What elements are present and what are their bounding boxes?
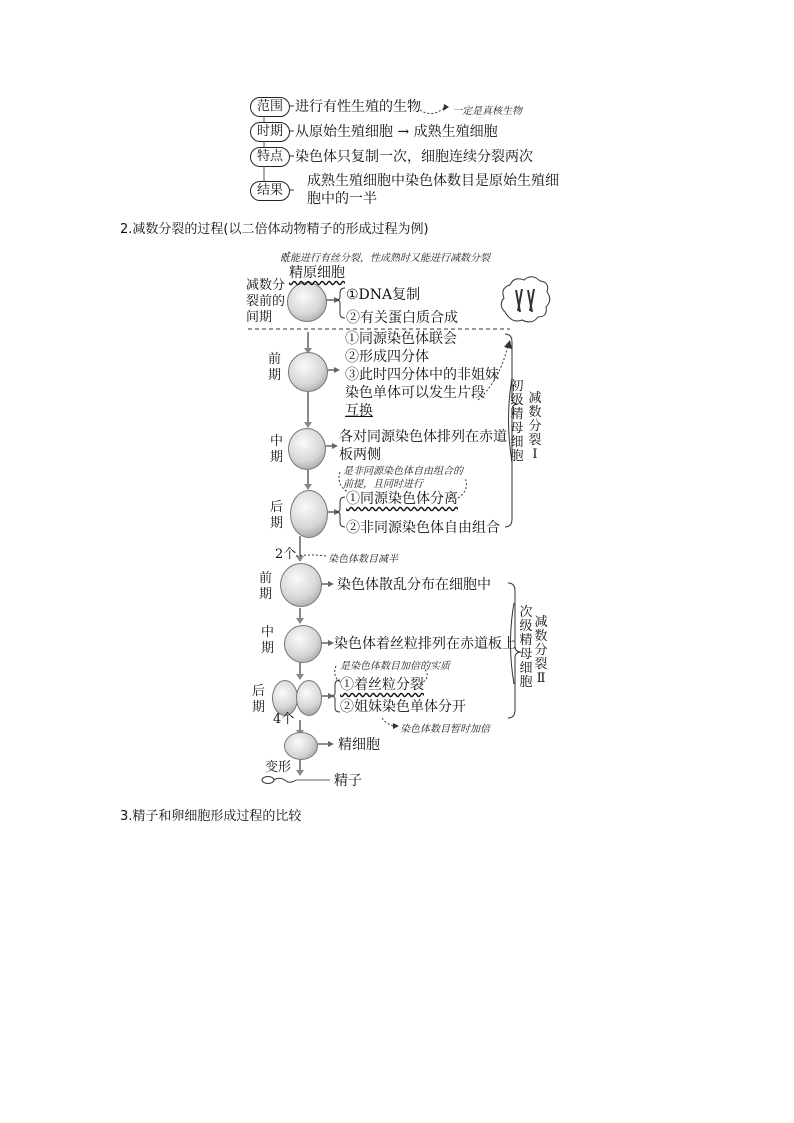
cell-spermatid — [284, 732, 318, 760]
m1-anaphase-item-1: ①同源染色体分离 — [346, 491, 458, 507]
m2-metaphase-label-2: 期 — [261, 641, 275, 656]
overview-period-text: 从原始生殖细胞 → 成熟生殖细胞 — [295, 124, 498, 140]
m2-division-name-5: Ⅱ — [536, 671, 546, 686]
cell-meiosis1-anaphase — [290, 490, 328, 538]
m1-metaphase-label — [270, 434, 283, 466]
m2-prophase-text: 染色体散乱分布在细胞中 — [337, 577, 491, 593]
m1-prophase-label-1: 前 — [268, 352, 282, 367]
label-range: 范围 — [250, 97, 290, 117]
m2-cell-name-5: 细 — [519, 661, 533, 676]
m2-anaphase-item-1: ①着丝粒分裂 — [340, 677, 424, 693]
overview-result-text-2: 胞中的一半 — [307, 191, 377, 207]
m1-prophase-label-2: 期 — [268, 368, 282, 383]
interphase-label — [246, 278, 285, 326]
sperm-label: 精子 — [334, 773, 362, 789]
overview-result-text: 成熟生殖细胞中染色体数目是原始生殖细 — [307, 173, 559, 189]
m1-cell-name-4: 母 — [510, 421, 524, 436]
note-count-halved: 染色体数目减半 — [328, 554, 398, 565]
m2-division-name-2: 数 — [534, 629, 548, 644]
note-doubling: 是染色体数目加倍的实质 — [340, 661, 450, 672]
m1-metaphase-label-2: 期 — [270, 450, 284, 465]
m1-prophase-line-3: ③此时四分体中的非姐妹 — [345, 367, 499, 383]
interphase-label-3: 间期 — [246, 310, 273, 325]
m2-anaphase-label-2: 期 — [252, 700, 266, 715]
interphase-item-protein: ②有关蛋白质合成 — [346, 310, 458, 326]
label-result: 结果 — [250, 181, 290, 201]
spermatogonium-label: 精原细胞 — [289, 265, 345, 281]
overview-range-text: 进行有性生殖的生物 — [295, 99, 421, 115]
m2-division-name — [533, 616, 549, 686]
m2-anaphase-item-2: ②姐妹染色单体分开 — [340, 699, 466, 715]
m1-metaphase-line-1: 各对同源染色体排列在赤道 — [339, 429, 507, 445]
m1-prophase-line-2: ②形成四分体 — [345, 349, 429, 365]
m2-cell-name-1: 次 — [519, 605, 533, 620]
m2-prophase-label-1: 前 — [259, 571, 273, 586]
m2-division-name-4: 裂 — [534, 657, 548, 672]
count-two: 2个 — [275, 547, 297, 562]
note-eukaryote: 一定是真核生物 — [452, 106, 522, 117]
m1-cell-name — [509, 380, 525, 464]
m2-metaphase-label — [261, 625, 274, 657]
m1-division-name-2: 数 — [528, 405, 542, 420]
section-3-title: 3.精子和卵细胞形成过程的比较 — [120, 809, 302, 824]
m2-anaphase-label — [252, 684, 265, 716]
count-four: 4个 — [273, 712, 295, 727]
cell-meiosis2-anaphase-left — [272, 680, 298, 716]
m2-division-name-1: 减 — [534, 615, 548, 630]
m2-prophase-label — [259, 571, 272, 603]
m2-cell-name-2: 级 — [519, 619, 533, 634]
spermatid-label: 精细胞 — [338, 737, 380, 753]
note-temporary: 染色体数目暂时加倍 — [400, 724, 490, 735]
cell-meiosis2-metaphase — [284, 625, 322, 663]
m2-metaphase-label-1: 中 — [261, 625, 275, 640]
m1-division-name-1: 减 — [528, 391, 542, 406]
note-anaphase-2: 前提，且同时进行 — [343, 479, 423, 490]
m2-metaphase-text: 染色体着丝粒排列在赤道板上 — [334, 636, 516, 652]
overview-feature-text: 染色体只复制一次，细胞连续分裂两次 — [295, 149, 533, 165]
label-feature: 特点 — [250, 147, 290, 167]
interphase-item-dna: ①DNA复制 — [346, 287, 421, 303]
m1-prophase-line-1: ①同源染色体联会 — [345, 331, 457, 347]
m1-cell-name-6: 胞 — [510, 449, 524, 464]
m1-division-name-5: Ⅰ — [532, 447, 538, 462]
interphase-label-2: 裂前的 — [246, 294, 286, 309]
transform-label: 变形 — [265, 760, 292, 775]
m1-prophase-line-4: 染色单体可以发生片段 — [345, 385, 485, 401]
m1-division-name-3: 分 — [528, 419, 542, 434]
note-anaphase-1: 是非同源染色体自由组合的 — [343, 466, 463, 477]
label-period: 时期 — [250, 122, 290, 142]
m2-prophase-label-2: 期 — [259, 587, 273, 602]
m1-metaphase-label-1: 中 — [270, 434, 284, 449]
cell-meiosis2-prophase — [280, 563, 322, 607]
cell-spermatogonium — [287, 282, 327, 322]
m2-anaphase-label-1: 后 — [252, 684, 266, 699]
m2-cell-name-6: 胞 — [519, 675, 533, 690]
cell-meiosis1-prophase — [288, 352, 328, 392]
m1-anaphase-item-2: ②非同源染色体自由组合 — [346, 520, 500, 536]
m1-prophase-label — [268, 352, 281, 384]
m2-cell-name-4: 母 — [519, 647, 533, 662]
cell-meiosis1-metaphase — [288, 428, 326, 470]
m2-cell-name-3: 精 — [519, 633, 533, 648]
note-spermatogonium: 既能进行有丝分裂，性成熟时又能进行减数分裂 — [280, 253, 490, 264]
cell-meiosis2-anaphase-right — [296, 680, 322, 716]
m1-anaphase-label-1: 后 — [270, 500, 284, 515]
section-2-title: 2.减数分裂的过程(以二倍体动物精子的形成过程为例) — [120, 222, 429, 237]
m1-prophase-line-5: 互换 — [345, 403, 373, 419]
m1-cell-name-2: 级 — [510, 393, 524, 408]
m1-cell-name-3: 精 — [510, 407, 524, 422]
m1-anaphase-label-2: 期 — [270, 516, 284, 531]
m1-cell-name-1: 初 — [510, 379, 524, 394]
m2-cell-name — [518, 606, 534, 690]
interphase-label-1: 减数分 — [246, 278, 286, 293]
m1-division-name — [527, 392, 543, 462]
m1-anaphase-label — [270, 500, 283, 532]
m1-cell-name-5: 细 — [510, 435, 524, 450]
m1-division-name-4: 裂 — [528, 433, 542, 448]
m1-metaphase-line-2: 板两侧 — [339, 447, 381, 463]
m2-division-name-3: 分 — [534, 643, 548, 658]
